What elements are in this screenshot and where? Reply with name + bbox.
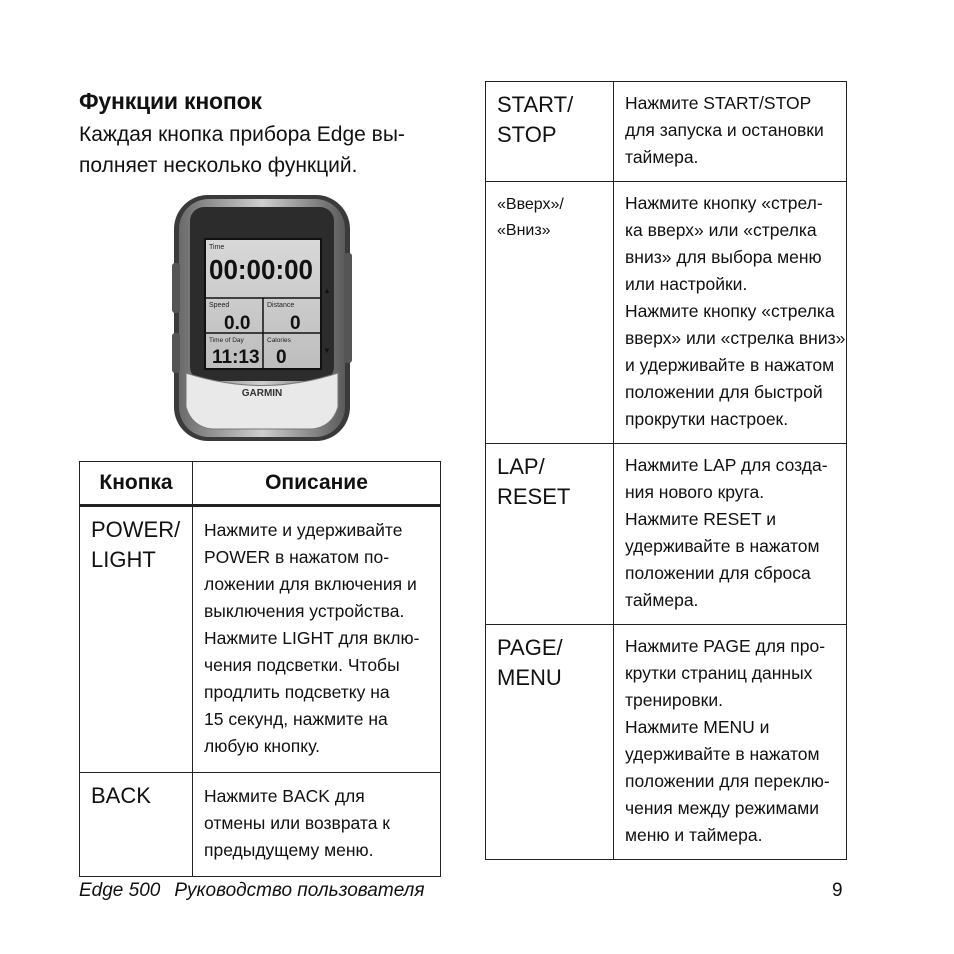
description-line: Нажмите BACK для	[204, 786, 365, 806]
screen-calories-value: 0	[276, 347, 287, 368]
garmin-edge-device-image	[172, 193, 352, 445]
footer-product: Edge 500	[79, 880, 161, 901]
screen-distance-value: 0	[290, 313, 301, 334]
description-line: любую кнопку.	[204, 736, 320, 756]
button-name-line: MENU	[497, 665, 562, 690]
description-line: меню и таймера.	[625, 825, 763, 845]
buttons-table-right	[485, 81, 847, 860]
description-line: прокрутки настроек.	[625, 409, 789, 429]
screen-distance-label: Distance	[267, 302, 295, 309]
button-name-line: LIGHT	[91, 547, 156, 572]
description-line: Нажмите START/STOP	[625, 93, 812, 113]
header-description: Описание	[193, 462, 441, 506]
button-name-cell	[80, 506, 193, 773]
description-line: POWER в нажатом по-	[204, 547, 390, 567]
power-light-side-button	[172, 263, 180, 313]
description-line: выключения устройства.	[204, 601, 405, 621]
description-line: положении для быстрой	[625, 382, 823, 402]
table-row	[486, 444, 847, 625]
buttons-table-left	[79, 461, 441, 877]
description-line: ния нового круга.	[625, 482, 765, 502]
down-arrow-icon: ▼	[323, 346, 331, 355]
description-line: вверх» или «стрелка вниз»	[625, 328, 846, 348]
description-line: Нажмите RESET и	[625, 509, 776, 529]
description-line: Нажмите PAGE для про-	[625, 636, 826, 656]
button-name-line: PAGE/	[497, 635, 563, 660]
button-name-line: RESET	[497, 484, 571, 509]
intro-line: полняет несколько функций.	[79, 154, 358, 177]
description-line: крутки страниц данных	[625, 663, 813, 683]
button-name-cell	[486, 82, 614, 182]
screen-time-label: Time	[209, 244, 225, 251]
description-line: таймера.	[625, 590, 699, 610]
button-description-cell	[614, 182, 847, 444]
button-description-cell	[614, 444, 847, 625]
description-line: предыдущему меню.	[204, 840, 374, 860]
button-name-line: BACK	[91, 783, 151, 808]
button-name-cell	[80, 773, 193, 877]
page-number: 9	[832, 880, 843, 901]
description-line: удерживайте в нажатом	[625, 744, 820, 764]
button-name-line: LAP/	[497, 454, 545, 479]
button-name-cell	[486, 182, 614, 444]
intro-paragraph	[79, 119, 439, 181]
description-line: таймера.	[625, 147, 699, 167]
footer-doc-title: Руководство пользователя	[174, 880, 425, 901]
back-side-button	[172, 333, 180, 373]
description-line: Нажмите и удерживайте	[204, 520, 403, 540]
description-line: 15 секунд, нажмите на	[204, 709, 388, 729]
table-row	[486, 182, 847, 444]
screen-calories-label: Calories	[267, 337, 291, 344]
screen-speed-label: Speed	[209, 302, 230, 309]
table-row	[486, 625, 847, 860]
button-description-cell	[614, 82, 847, 182]
description-line: чения подсветки. Чтобы	[204, 655, 400, 675]
button-name-line: START/	[497, 92, 574, 117]
button-description-cell	[193, 506, 441, 773]
description-line: вниз» для выбора меню	[625, 247, 822, 267]
table-header-row	[80, 462, 441, 506]
description-line: Нажмите кнопку «стрел-	[625, 193, 823, 213]
description-line: отмены или возврата к	[204, 813, 390, 833]
right-side-buttons	[344, 253, 352, 363]
intro-line: Каждая кнопка прибора Edge вы-	[79, 123, 405, 146]
screen-time-of-day-label: Time of Day	[209, 337, 244, 344]
table-row	[80, 773, 441, 877]
description-line: продлить подсветку на	[204, 682, 390, 702]
description-line: чения между режимами	[625, 798, 820, 818]
screen-speed-value: 0.0	[224, 313, 251, 334]
description-line: Нажмите MENU и	[625, 717, 770, 737]
description-line: удерживайте в нажатом	[625, 536, 820, 556]
up-arrow-icon: ▲	[323, 286, 331, 295]
button-name-cell	[486, 444, 614, 625]
table-row	[80, 506, 441, 773]
button-description-cell	[614, 625, 847, 860]
description-line: Нажмите LIGHT для вклю-	[204, 628, 420, 648]
description-line: или настройки.	[625, 274, 748, 294]
description-line: для запуска и остановки	[625, 120, 824, 140]
button-name-line: «Вверх»/	[497, 196, 564, 213]
button-description-cell	[193, 773, 441, 877]
header-button: Кнопка	[80, 462, 193, 506]
description-line: Нажмите LAP для созда-	[625, 455, 828, 475]
button-name-line: POWER/	[91, 517, 181, 542]
description-line: Нажмите кнопку «стрелка	[625, 301, 835, 321]
description-line: тренировки.	[625, 690, 723, 710]
button-name-cell	[486, 625, 614, 860]
description-line: и удерживайте в нажатом	[625, 355, 835, 375]
screen-time-of-day-value: 11:13	[212, 347, 260, 368]
description-line: ка вверх» или «стрелка	[625, 220, 817, 240]
description-line: положении для переклю-	[625, 771, 830, 791]
table-row	[486, 82, 847, 182]
screen-time-value: 00:00:00	[209, 254, 313, 285]
description-line: положении для сброса	[625, 563, 811, 583]
description-line: ложении для включения и	[204, 574, 417, 594]
footer-title	[79, 880, 425, 902]
section-heading: Функции кнопок	[79, 88, 262, 114]
button-name-line: «Вниз»	[497, 222, 551, 239]
button-name-line: STOP	[497, 122, 557, 147]
device-brand-logo: GARMIN	[241, 388, 283, 399]
